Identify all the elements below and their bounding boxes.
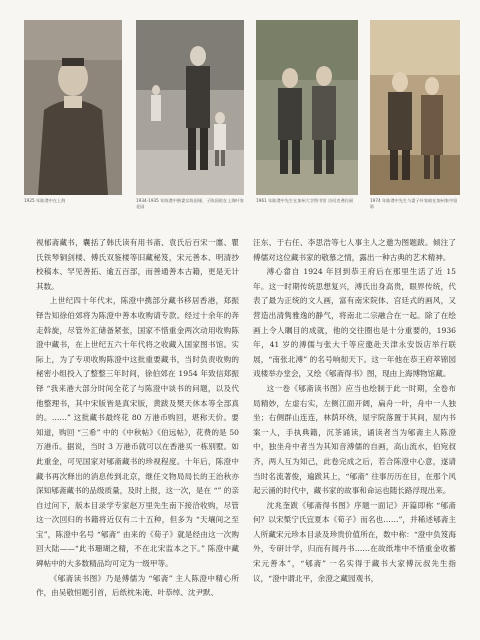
photo-caption-1: 1925 年陈澄中在上海: [24, 198, 66, 203]
library-visit-photo: [256, 20, 358, 195]
paragraph: 溥心畲自 1924 年回到恭王府后在那里生活了近 15 年。这一时期传统思想复兴，溥氏出身高贵，眼界传统，代表了最为正统的文人画，富有南宋院体、宫廷式的画风，又营造出清隽雅逸的静气，将南北二宗融合在一起。除了在绘画上令人瞩目的成就，他的交往圈也是十分重要的，1936 年，41 岁的溥儒与张大千等应邀赴天津永安饭店举行联展，“南张北溥” 的名号响彻天下。这一年他在恭王府萃锦园戏楼举办堂会，又绘《郇斋得书》图，现由上海博物馆藏。: [253, 267, 456, 379]
paragraph: 视郁斋藏书，囊括了韩氏读有用书斋、袁氏后百宋一廛、瞿氏铁琴铜剑楼、傅氏双鉴楼等旧藏秘笈，宋元善本、明清抄校稿本、罕见善拓、逾五百部，而善通善本古籍，更是无计其数。: [36, 238, 239, 291]
paragraph: 这一卷《郇斋读书图》应当也绘制于此一时期，全卷布局精妙，左虚右实，左侧江面开阔，扁舟一叶，舟中一人独坐；右侧群山连连，林荫环绕，屋宇院落置于其间，屋内书案一人，手执典籍，沉茶诵读，诵读者当为郇斋主人陈澄中，独坐舟中者当为其知音溥儒的自画，高山流水，伯宛叔齐，两人互为知己，此卷完成之后，若合陈澄中心意，遂请当时名流著俊，遍跋其上，“郇斋” 往事历历在目，在那个风起云涌的时代中，藏书家的故事和命运也随长路浮现出来。: [253, 383, 456, 496]
paragraph: 上世纪四十年代末，陈澄中携部分藏书移居香港，郑振铎告知徐伯郊将为陈澄中善本收购请专款。经过十余年的奔走斡旋，尽管外汇储备紧张，国家不惜重金两次动用收购陈澄中藏书，在上世纪五六十年代将之收藏入国家图书馆。实际上，为了专项收购陈澄中这批重要藏书，当时负责收购的秘密小组投入了整整三年时间，徐伯郊在 1954 年致信郑振铎 “我来港大部分时间全花了与陈澄中谈书的问题，以及代他整理书，其中宋版皆是真宋版，黄跋及樊天休本等全部真的。……” 这批藏书最终花 80 万港币购回，堪称天价。要知道，购回 “三希” 中的《中秋帖》《伯远帖》，花费的是 50 万港币。据说，当时 3 万港币就可以在香港买一栋别墅。如此重金，可见国家对郇斋藏书的珍视程度。十年后，陈澄中藏书再次释出的消息传到北京，继任文物局局长的王治秋亦深知郇斋藏书的品级质量，及时上报，这一次，是在 “” 的亲自过问下，版本目录学专家赵万里先生南下接洽收购，尽管这一次回归的书籍将近仅有二十五种，但多为 “天壤间之至宝”，陈澄中名号 “郇斋” 由来的《荀子》就是经由这一次购回大陆——“此书珊瑚之精，不在北宋监本之下。” 陈澄中藏碑帖中的大多数精品均可定为一级甲等。: [36, 296, 239, 569]
photo-caption-3: 1961 年陈澄中先生在加州大学图书馆 访问克弗拉丽: [256, 198, 354, 203]
garden-family-photo: [136, 20, 244, 195]
article-column-left: [36, 236, 239, 601]
paragraph: 汪东、于右任、李思浩等七人事主人之邀为图题跋。倾注了傅儒对这位藏书家的敬慕之情，露出一种古典的艺术精神。: [253, 238, 456, 262]
paragraph: 《郇斋读书图》乃是傅儒为 “郇斋” 主人陈澄中精心所作，由吴敬恒题引首，后纸枕朱淹、叶恭绰、沈尹默、: [36, 573, 239, 598]
couple-home-photo: [370, 20, 460, 195]
paragraph: 沈兆奎跋《郇斋得书图》序题一面记》开篇即称 “郇斋何？以宋椠宁氏宜夏本《荀子》而名也……”，并稀述郇斋主人所藏宋元珍本目录及珍贵价值所在，数中称：“澄中负笈海外，专研计学，归而有闻丹书……在故纸堆中不惜重金收蓄宋元善本”，“郇斋” 一名实得于藏书大家傅沅叔先生指议，“澄中谓北平，余澄之藏园观书，: [253, 500, 456, 583]
article-column-right: [253, 236, 456, 586]
photo-caption-2: 1934-1935 年陈澄中偕妻女陈国瑾、子陈国琅在上海叶家花园: [136, 198, 244, 209]
photo-caption-4: 1974 年陈澄中先生与妻子叶家暗在加州家中留影: [370, 198, 458, 209]
portrait-photo: [24, 20, 122, 195]
photo-strip: [24, 20, 460, 220]
